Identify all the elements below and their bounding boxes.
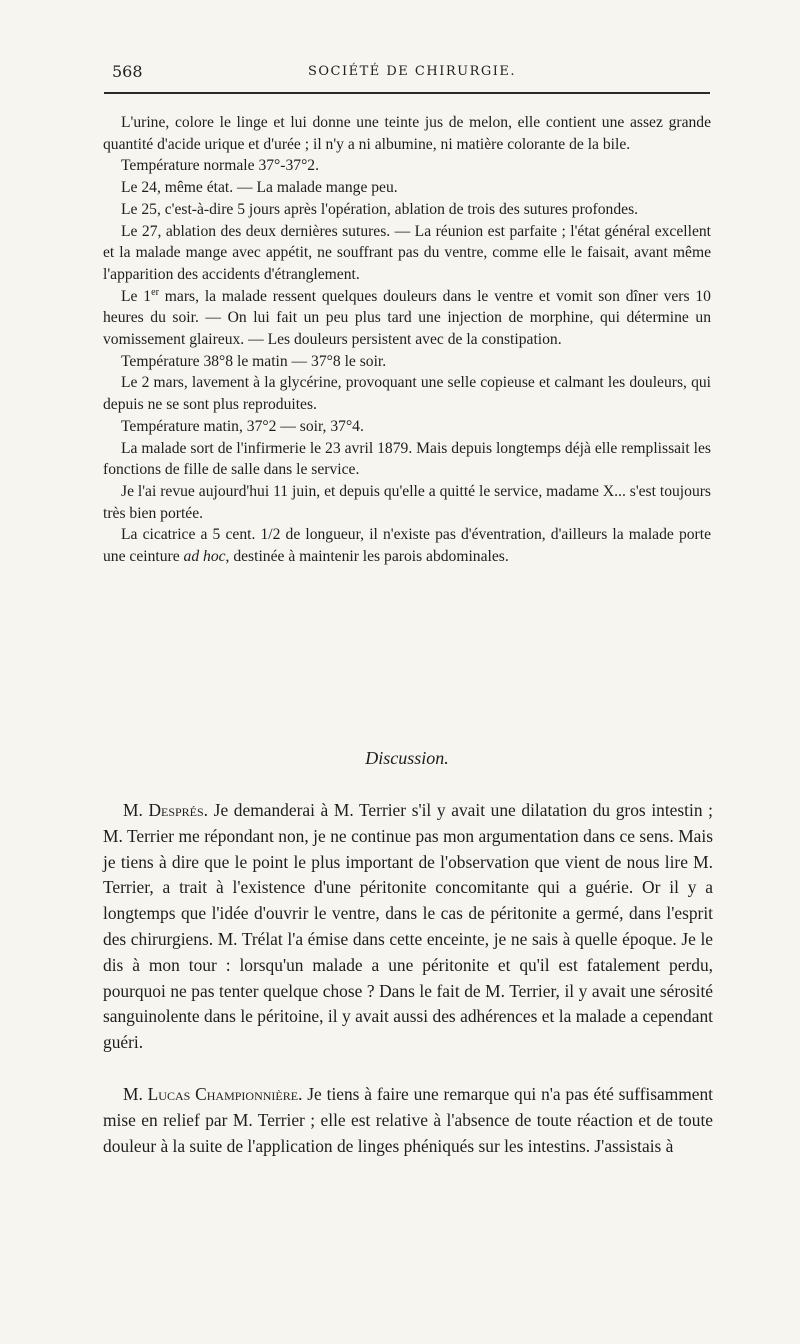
section-heading: Discussion. <box>365 748 449 768</box>
running-head <box>112 62 712 86</box>
paragraph <box>103 798 713 1056</box>
paragraph <box>103 1082 713 1159</box>
paragraph: Le 24, même état. — La malade mange peu. <box>121 179 398 197</box>
text-run: , destinée à maintenir les parois abdominales. <box>225 548 509 566</box>
paragraph: Température 38°8 le matin — 37°8 le soir. <box>121 352 387 370</box>
text-run: mars, la malade ressent quelques douleurs dans le ventre et vomit son dîner vers 10 heures du soir. — On lui fait un peu plus tard une injection de morphine, qui détermine un vomissement glaireux. — Les douleurs persistent avec de la constipation. <box>103 287 711 349</box>
paragraph: Température normale 37°-37°2. <box>121 157 319 175</box>
speaker-name: M. Després. <box>123 800 209 820</box>
text-run: Le 1 <box>121 287 152 305</box>
superscript: er <box>151 286 159 298</box>
paragraph: Température matin, 37°2 — soir, 37°4. <box>121 417 364 435</box>
speaker-name: M. Lucas Championnière. <box>123 1083 303 1104</box>
paragraph <box>103 286 711 351</box>
discussion-text <box>103 798 713 1159</box>
page-number: 568 <box>112 62 143 81</box>
text-run: Je demanderai à M. Terrier s'il y avait une dilatation du gros intestin ; M. Terrier me répondant non, je ne continue pas mon argumentation dans ce sens. Mais je tiens à dire que le point le plus important de l'observation que vient de nous lire M. Terrier, a trait à l'existence d'une péritonite concomitante qui a guérie. Or il y a longtemps que l'idée d'ouvrir le ventre, dans le cas de péritonite a germé, dans l'esprit des chirurgiens. M. Trélat l'a émise dans cette enceinte, je ne sais à quelle époque. Je le dis à mon tour : lorsqu'un malade a une péritonite et qu'il est fatalement perdu, pourquoi ne pas tenter quelque chose ? Dans le fait de M. Terrier, il y avait une sérosité sanguinolente dans le péritoine, il y avait aussi des adhérences et la malade a cependant guéri. <box>103 800 713 1053</box>
paragraph: Je l'ai revue aujourd'hui 11 juin, et depuis qu'elle a quitté le service, madame X... s'est toujours très bien portée. <box>103 482 711 522</box>
paragraph: Le 27, ablation des deux dernières sutures. — La réunion est parfaite ; l'état général excellent et la malade mange avec appétit, ne souffrant pas du ventre, comme elle le faisait, avant même l'apparition des accidents d'étranglement. <box>103 222 711 283</box>
paragraph: Le 2 mars, lavement à la glycérine, provoquant une selle copieuse et calmant les douleurs, qui depuis ne se sont plus reproduites. <box>103 374 711 414</box>
text-run: La cicatrice a 5 cent. 1/2 de longueur, il n'existe pas d'éventration, d'ailleurs la malade porte une ceinture <box>103 526 711 566</box>
paragraph <box>103 524 711 567</box>
paragraph: La malade sort de l'infirmerie le 23 avril 1879. Mais depuis longtemps déjà elle remplissait les fonctions de fille de salle dans le service. <box>103 439 711 479</box>
paragraph: Le 25, c'est-à-dire 5 jours après l'opération, ablation de trois des sutures profondes. <box>121 200 639 218</box>
italic-phrase: ad hoc <box>183 548 226 566</box>
header-rule <box>104 92 710 94</box>
case-report-text <box>103 112 711 568</box>
text-run: Je tiens à faire une remarque qui n'a pas été suffisamment mise en relief par M. Terrier ; elle est relative à l'absence de toute réaction et de toute douleur à la suite de l'application de linges phéniqués sur les intestins. J'assistais à <box>103 1083 713 1156</box>
paragraph: L'urine, colore le linge et lui donne une teinte jus de melon, elle contient une assez grande quantité d'acide urique et d'urée ; il n'y a ni albumine, ni matière colorante de la bile. <box>103 114 711 153</box>
running-title: SOCIÉTÉ DE CHIRURGIE. <box>307 64 517 79</box>
